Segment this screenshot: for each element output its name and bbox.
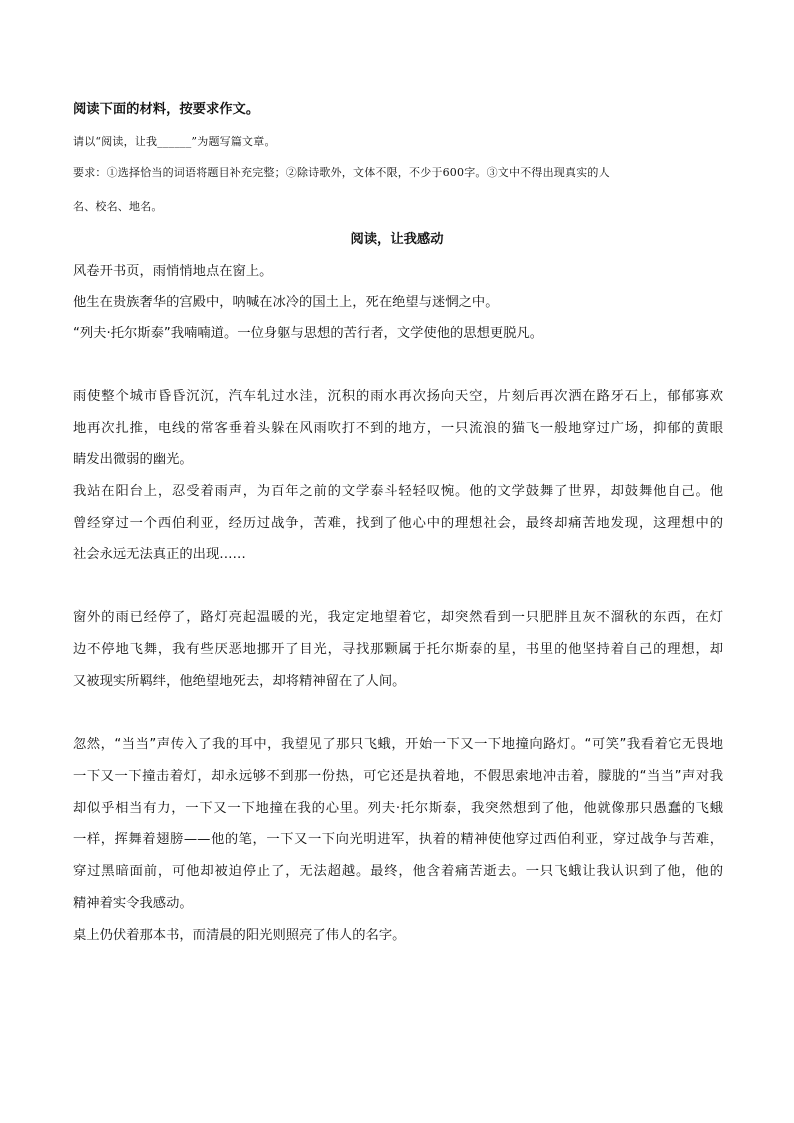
essay-paragraph-6-line-1: 窗外的雨已经停了，路灯亮起温暖的光，我定定地望着它，却突然看到一只肥胖且灰不溜秋的东西，在灯 (73, 610, 723, 625)
essay-paragraph-5-line-2: 曾经穿过一个西伯利亚，经历过战争，苦难，找到了他心中的理想社会，最终却痛苦地发现，这理想中的 (73, 516, 723, 531)
essay-paragraph-5-line-3: 社会永远无法真正的出现…… (73, 547, 246, 562)
essay-paragraph-2: 他生在贵族奢华的宫殿中，呐喊在冰冷的国土上，死在绝望与迷惘之中。 (73, 295, 499, 310)
essay-paragraph-4-line-1: 雨使整个城市昏昏沉沉，汽车轧过水洼，沉积的雨水再次扬向天空，片刻后再次洒在路牙石上，郁郁寡欢 (73, 389, 723, 404)
essay-paragraph-7-line-6: 精神着实令我感动。 (73, 896, 193, 911)
task-prompt: 请以“阅读，让我______”为题写篇文章。 (73, 135, 276, 148)
essay-title: 阅读，让我感动 (350, 232, 444, 247)
essay-paragraph-6-line-3: 又被现实所羁绊，他绝望地死去，却将精神留在了人间。 (73, 674, 406, 689)
essay-paragraph-7-line-5: 穿过黑暗面前，可他却被迫停止了，无法超越。最终，他含着痛苦逝去。一只飞蛾让我认识到了他，他的 (73, 864, 723, 879)
essay-paragraph-4-line-3: 睛发出微弱的幽光。 (73, 452, 193, 467)
essay-paragraph-8: 桌上仍伏着那本书，而清晨的阳光则照亮了伟人的名字。 (73, 928, 406, 943)
task-requirement-line-1: 要求：①选择恰当的词语将题目补充完整；②除诗歌外，文体不限，不少于600字。③文中不得出现真实的人 (73, 166, 610, 179)
task-heading: 阅读下面的材料，按要求作文。 (73, 102, 260, 117)
essay-paragraph-7-line-3: 却似乎相当有力，一下又一下地撞在我的心里。列夫·托尔斯泰，我突然想到了他，他就像那只愚蠢的飞蛾 (73, 801, 723, 816)
essay-paragraph-5-line-1: 我站在阳台上，忍受着雨声，为百年之前的文学泰斗轻轻叹惋。他的文学鼓舞了世界，却鼓舞他自己。他 (73, 484, 723, 499)
essay-paragraph-7-line-4: 一样，挥舞着翅膀——他的笔，一下又一下向光明进军，执着的精神使他穿过西伯利亚，穿过战争与苦难， (73, 832, 723, 847)
essay-paragraph-6-line-2: 边不停地飞舞，我有些厌恶地挪开了目光，寻找那颗属于托尔斯泰的星，书里的他坚持着自己的理想，却 (73, 642, 723, 657)
essay-paragraph-1: 风卷开书页，雨悄悄地点在窗上。 (73, 264, 273, 279)
essay-paragraph-7-line-2: 一下又一下撞击着灯，却永远够不到那一份热，可它还是执着地，不假思索地冲击着，朦胧的“当当”声对我 (73, 769, 723, 784)
essay-paragraph-7-line-1: 忽然，“当当”声传入了我的耳中，我望见了那只飞蛾，开始一下又一下地撞向路灯。“可笑”我看着它无畏地 (73, 737, 723, 752)
essay-paragraph-3: “列夫·托尔斯泰”我喃喃道。一位身躯与思想的苦行者，文学使他的思想更脱凡。 (73, 326, 544, 341)
essay-paragraph-4-line-2: 地再次扎推，电线的常客垂着头躲在风雨吹打不到的地方，一只流浪的猫飞一般地穿过广场，抑郁的黄眼 (73, 421, 723, 436)
task-requirement-line-2: 名、校名、地名。 (73, 200, 163, 213)
